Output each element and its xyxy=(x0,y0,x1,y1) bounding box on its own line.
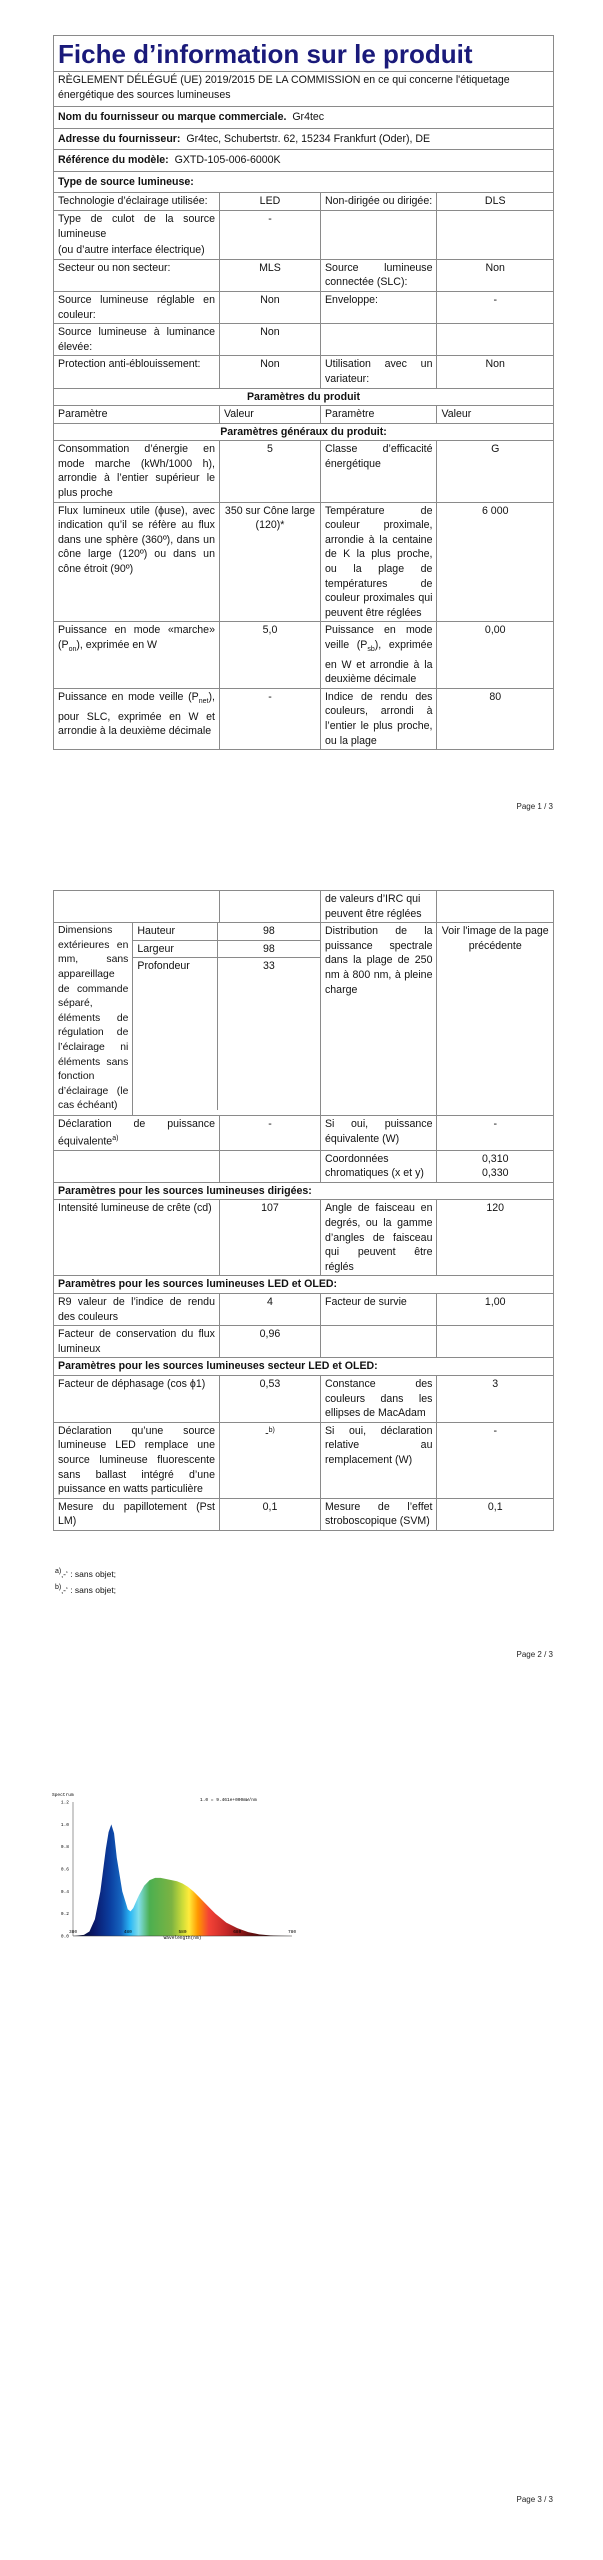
label-text: ), pour SLC, exprimée en W et arrondie à la deuxième décimale xyxy=(58,690,215,738)
directed-params-header: Paramètres pour les sources lumineuses dirigées: xyxy=(54,1182,554,1200)
param-value: 5 xyxy=(219,441,320,502)
param-label: Non-dirigée ou dirigée: xyxy=(320,193,436,211)
subscript: net xyxy=(198,698,209,705)
column-header: Valeur xyxy=(219,406,320,424)
param-label: Angle de faisceau en degrés, ou la gamme d’angles de faisceau qui peuvent être réglés xyxy=(320,1200,436,1276)
column-header-row xyxy=(54,406,554,424)
supplier-value: Gr4tec xyxy=(292,111,325,123)
param-label xyxy=(320,210,436,259)
model-row xyxy=(54,150,554,172)
y-tick: 1.2 xyxy=(60,1800,69,1806)
table-row xyxy=(54,291,554,323)
footnote-marker: b) xyxy=(55,1583,62,1591)
param-label xyxy=(54,622,220,688)
param-label: Classe d’efficacité énergétique xyxy=(320,441,436,502)
table-row xyxy=(54,210,554,259)
table-row xyxy=(54,688,554,749)
x-tick: 580 xyxy=(178,1930,187,1935)
param-value: - xyxy=(219,1115,320,1150)
param-label: Mesure de l’effet stroboscopique (SVM) xyxy=(320,1498,436,1530)
param-label: Distribution de la puissance spectrale dans la plage de 250 nm à 800 nm, à pleine charge xyxy=(320,923,436,1116)
dimension-value: 98 xyxy=(217,923,320,940)
param-value: - xyxy=(437,1115,554,1150)
address-row xyxy=(54,128,554,150)
param-label: Mesure du papillotement (Pst LM) xyxy=(54,1498,220,1530)
param-label: Source lumineuse à luminance élevée: xyxy=(54,324,220,356)
subscript: on xyxy=(68,646,77,654)
empty-cell xyxy=(437,891,554,923)
model-value: GXTD-105-006-6000K xyxy=(174,154,281,167)
column-header: Paramètre xyxy=(54,406,220,424)
table-row xyxy=(54,1326,554,1358)
source-type-header: Type de source lumineuse: xyxy=(54,171,554,193)
param-label: Si oui, puissance équivalente (W) xyxy=(320,1115,436,1150)
empty-cell xyxy=(54,1150,220,1182)
page-footer: Page 1 / 3 xyxy=(516,802,553,811)
dimensions-label: Dimensions extérieures en mm, sans appareillage de commande séparé, éléments de régulation de l’éclairage ni éléments sans fonction d’éclairage (le cas échéant) xyxy=(54,923,133,1116)
param-label: Source lumineuse connectée (SLC): xyxy=(320,259,436,291)
param-value: - xyxy=(219,688,320,749)
footnotes xyxy=(55,1565,116,1597)
param-label: Coordonnées chromatiques (x et y) xyxy=(320,1150,436,1182)
param-value xyxy=(437,324,554,356)
general-params-header: Paramètres généraux du produit: xyxy=(54,423,554,441)
param-label xyxy=(54,688,220,749)
dimension-row xyxy=(133,923,320,940)
footnote-text: ‚-‘ : sans objet; xyxy=(61,1584,117,1595)
label-text: Déclaration de puissance équivalente xyxy=(58,1117,215,1148)
empty-cell xyxy=(54,891,220,923)
y-tick: 0.0 xyxy=(60,1934,69,1940)
supplier-label: Nom du fournisseur ou marque commerciale. xyxy=(58,111,287,123)
dimension-label: Largeur xyxy=(133,940,217,958)
param-label: Utilisation avec un variateur: xyxy=(320,356,436,388)
column-header: Paramètre xyxy=(320,406,436,424)
param-value: G xyxy=(437,441,554,502)
param-label xyxy=(54,1115,220,1150)
table-row xyxy=(54,1200,554,1276)
param-value xyxy=(437,210,554,259)
param-value: Non xyxy=(219,356,320,388)
param-label: Déclaration qu’une source lumineuse LED remplace une source lumineuse fluorescente sans ballast intégré d’une puissance en watts particulière xyxy=(54,1422,220,1498)
param-value xyxy=(437,1150,554,1182)
dimension-value: 33 xyxy=(217,958,320,1111)
table-row xyxy=(54,891,554,923)
empty-cell xyxy=(219,1150,320,1182)
y-tick: 1.0 xyxy=(60,1822,69,1828)
param-label: Température de couleur proximale, arrondie à la centaine de K la plus proche, ou la plage de températures de couleur proximales qui peuvent être réglées xyxy=(320,502,436,622)
param-value: - xyxy=(219,210,320,259)
param-value: - xyxy=(437,1422,554,1498)
label-text: ), exprimée en W et arrondie à la deuxième décimale xyxy=(324,639,433,686)
subscript: sb xyxy=(367,646,375,654)
param-label xyxy=(54,210,220,259)
param-value: 5,0 xyxy=(219,622,320,688)
column-header: Valeur xyxy=(437,406,554,424)
dimensions-table xyxy=(133,923,320,1110)
x-tick: 780 xyxy=(287,1930,297,1935)
dimension-label: Hauteur xyxy=(133,923,217,940)
footnote-ref: b) xyxy=(268,1426,275,1434)
footnote-marker: a) xyxy=(55,1568,62,1575)
footnote-text: ‚-‘ : sans objet; xyxy=(61,1568,117,1579)
param-value: 0,53 xyxy=(219,1375,320,1422)
param-label: Facteur de conservation du flux lumineux xyxy=(54,1326,220,1358)
param-value: 80 xyxy=(437,688,554,749)
dimensions-row xyxy=(54,923,554,1116)
table-row xyxy=(54,193,554,211)
dimension-row xyxy=(133,958,320,1111)
param-label: Flux lumineux utile (ϕuse), avec indication qu’il se réfère au flux dans une sphère (360º), dans un cône large (120º) ou dans un cône étroit (90º) xyxy=(54,502,220,622)
x-tick: 480 xyxy=(123,1930,132,1935)
dimension-value: 98 xyxy=(217,940,320,958)
page-3 xyxy=(0,1710,603,2560)
model-label: Référence du modèle: xyxy=(58,154,169,167)
param-label: de valeurs d’IRC qui peuvent être réglées xyxy=(320,891,436,923)
param-value: 107 xyxy=(219,1200,320,1276)
address-value: Gr4tec, Schubertstr. 62, 15234 Frankfurt (Oder), DE xyxy=(186,132,431,145)
table-row xyxy=(54,441,554,502)
param-label: Constance des couleurs dans les ellipses de MacAdam xyxy=(320,1375,436,1422)
document-title: Fiche d’information sur le produit xyxy=(54,36,554,72)
param-label: Secteur ou non secteur: xyxy=(54,259,220,291)
param-label: Protection anti-éblouissement: xyxy=(54,356,220,388)
base-type-label: Type de culot de la source lumineuse xyxy=(58,212,215,240)
param-value: 0,1 xyxy=(437,1498,554,1530)
x-axis-labels xyxy=(50,1928,320,1948)
param-value: 6 000 xyxy=(437,502,554,622)
label-text: ), exprimée en W xyxy=(76,639,158,651)
table-row xyxy=(54,502,554,622)
y-tick: 0.6 xyxy=(60,1867,69,1873)
product-params-header: Paramètres du produit xyxy=(54,388,554,406)
label-text: Puissance en mode «marche» (P xyxy=(58,624,215,651)
page-footer: Page 3 / 3 xyxy=(516,2495,553,2504)
table-row xyxy=(54,259,554,291)
footnote-a xyxy=(55,1565,116,1581)
param-value: Non xyxy=(437,356,554,388)
x-tick: 380 xyxy=(68,1930,78,1935)
param-label: Intensité lumineuse de crête (cd) xyxy=(54,1200,220,1276)
chart-title: 1.0 = 9.461e+000mW/nm xyxy=(200,1798,257,1803)
param-label: Si oui, déclaration relative au remplacement (W) xyxy=(320,1422,436,1498)
table-row xyxy=(54,1115,554,1150)
param-label: Source lumineuse réglable en couleur: xyxy=(54,291,220,323)
table-row xyxy=(54,1422,554,1498)
page-footer: Page 2 / 3 xyxy=(516,1650,553,1659)
label-text: Puissance en mode veille (P xyxy=(324,624,433,651)
table-row xyxy=(54,356,554,388)
y-axis-label: Spectrum xyxy=(52,1793,74,1798)
label-text: Puissance en mode veille (P xyxy=(58,690,199,703)
chroma-x-value: 0,310 xyxy=(481,1152,509,1165)
param-value: 0,1 xyxy=(219,1498,320,1530)
param-label: R9 valeur de l’indice de rendu des couleurs xyxy=(54,1293,220,1325)
param-label: Facteur de survie xyxy=(320,1293,436,1325)
dimension-label: Profondeur xyxy=(137,960,190,973)
product-info-table-page2 xyxy=(53,890,554,1531)
footnote-b xyxy=(55,1581,116,1597)
value-text: - xyxy=(265,1427,269,1440)
y-tick: 0.4 xyxy=(60,1889,69,1895)
param-value: MLS xyxy=(219,259,320,291)
param-value: 3 xyxy=(437,1375,554,1422)
param-value: 4 xyxy=(219,1293,320,1325)
chroma-y-value: 0,330 xyxy=(481,1167,509,1180)
param-value xyxy=(437,1326,554,1358)
param-label: Facteur de déphasage (cos ϕ1) xyxy=(54,1375,220,1422)
empty-cell xyxy=(219,891,320,923)
y-tick: 0.8 xyxy=(60,1845,69,1851)
x-axis-label: Wavelength(nm) xyxy=(163,1936,202,1941)
product-info-table-page1 xyxy=(53,35,554,750)
param-label: Consommation d’énergie en mode marche (kWh/1000 h), arrondie à l’entier supérieur le plus proche xyxy=(54,441,220,502)
y-tick: 0.2 xyxy=(60,1912,69,1918)
led-params-header: Paramètres pour les sources lumineuses LED et OLED: xyxy=(54,1276,554,1294)
table-row xyxy=(54,1293,554,1325)
base-type-sublabel: (ou d’autre interface électrique) xyxy=(58,244,205,257)
table-row xyxy=(54,622,554,688)
param-label: Technologie d’éclairage utilisée: xyxy=(54,193,220,211)
param-value: 1,00 xyxy=(437,1293,554,1325)
mains-params-header: Paramètres pour les sources lumineuses secteur LED et OLED: xyxy=(54,1358,554,1376)
param-value: Non xyxy=(437,259,554,291)
param-value: DLS xyxy=(437,193,554,211)
param-value xyxy=(219,1422,320,1498)
param-value: LED xyxy=(219,193,320,211)
dimension-row xyxy=(133,940,320,958)
table-row xyxy=(54,1150,554,1182)
page-1 xyxy=(0,0,603,850)
address-label: Adresse du fournisseur: xyxy=(58,132,181,145)
y-ticks xyxy=(61,1800,69,1940)
param-label xyxy=(320,1326,436,1358)
table-row xyxy=(54,1498,554,1530)
spectrum-area xyxy=(73,1824,292,1936)
dimensions-cell xyxy=(133,923,321,1116)
table-row xyxy=(54,324,554,356)
footnote-ref: a) xyxy=(112,1134,119,1142)
param-value: 350 sur Cône large (120)* xyxy=(219,502,320,622)
page-2 xyxy=(0,850,603,1710)
regulation-text: RÈGLEMENT DÉLÉGUÉ (UE) 2019/2015 DE LA COMMISSION en ce qui concerne l'étiquetage énergétique des sources lumineuses xyxy=(54,72,554,107)
param-label xyxy=(320,324,436,356)
supplier-row xyxy=(54,107,554,129)
param-value: Voir l'image de la page précédente xyxy=(437,923,554,1116)
param-label xyxy=(320,622,436,688)
param-value: Non xyxy=(219,291,320,323)
param-value: Non xyxy=(219,324,320,356)
param-label: Indice de rendu des couleurs, arrondi à l’entier le plus proche, ou la plage xyxy=(320,688,436,749)
table-row xyxy=(54,1375,554,1422)
param-value: - xyxy=(437,291,554,323)
param-label: Enveloppe: xyxy=(320,291,436,323)
param-value: 0,96 xyxy=(219,1326,320,1358)
x-tick: 680 xyxy=(233,1930,242,1935)
param-value: 0,00 xyxy=(437,622,554,688)
param-value: 120 xyxy=(437,1200,554,1276)
